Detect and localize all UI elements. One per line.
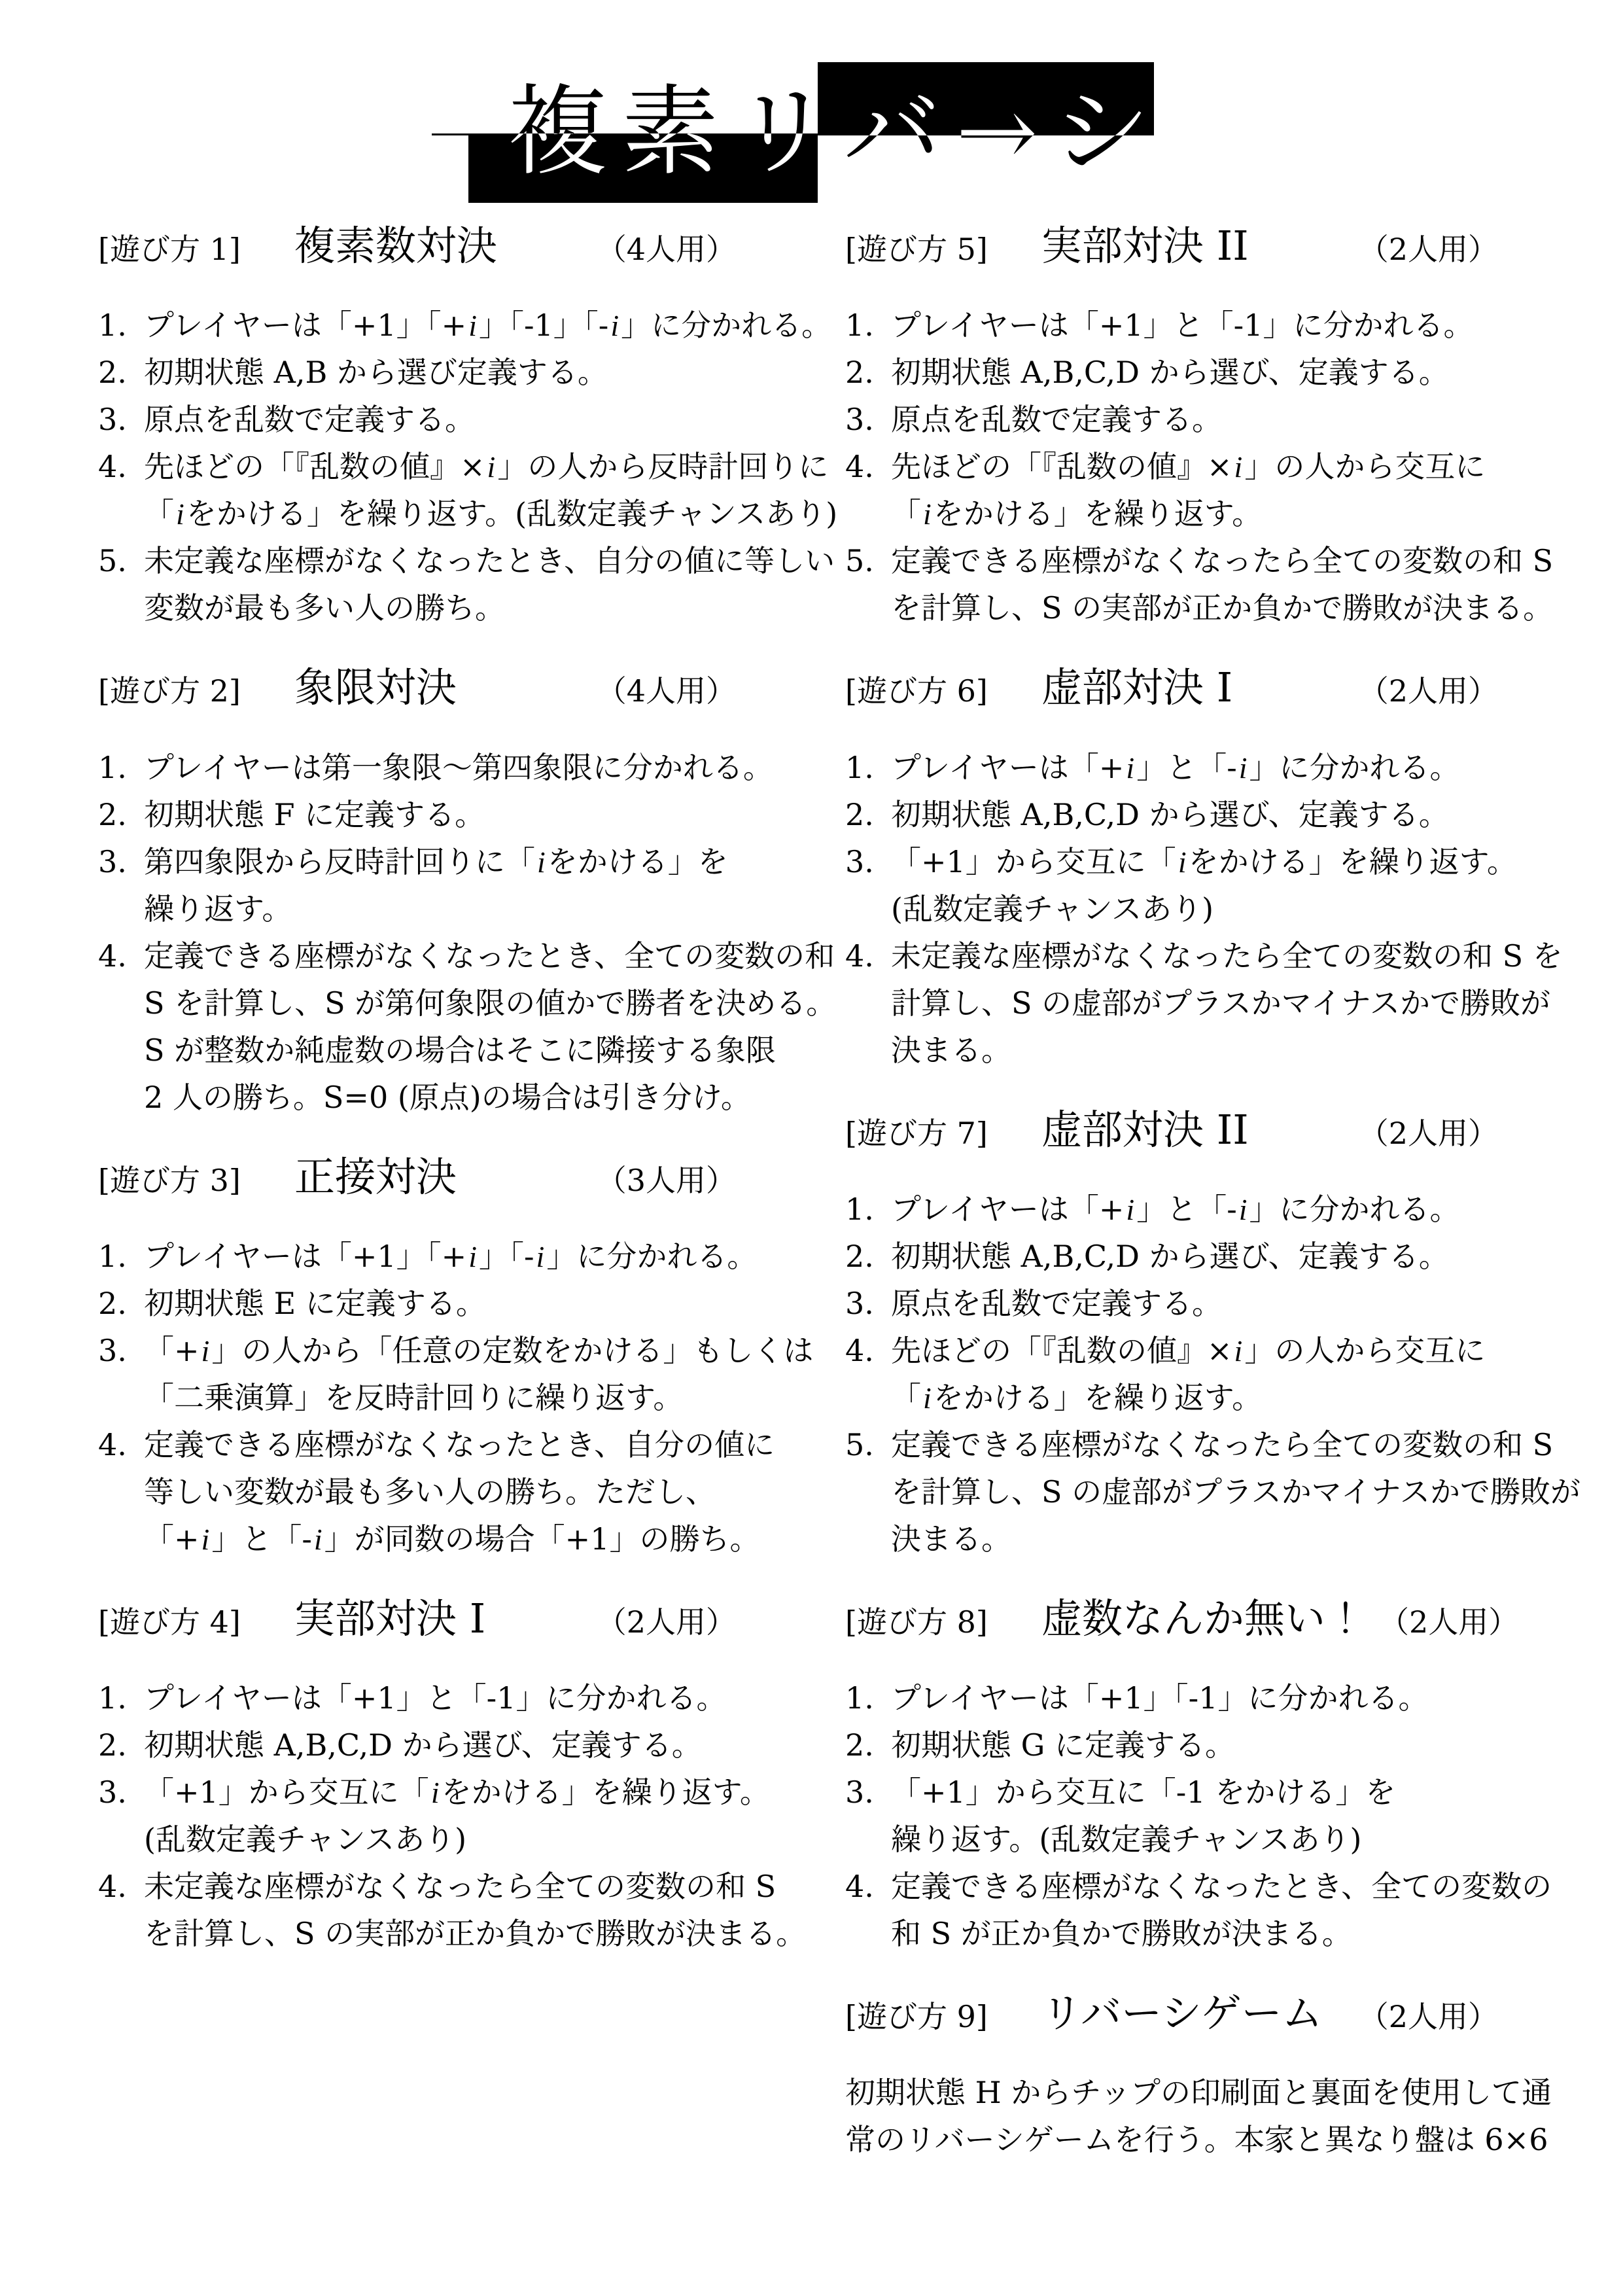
italic-imaginary-unit: i xyxy=(923,497,932,531)
rule-line: 定義できる座標がなくなったとき、全ての変数の和 xyxy=(144,938,835,974)
section-title: 実部対決 II xyxy=(1041,222,1249,270)
italic-imaginary-unit: i xyxy=(610,309,620,343)
section-title: 複素数対決 xyxy=(294,222,498,270)
rule-item xyxy=(98,349,794,396)
item-number: 3. xyxy=(98,843,127,879)
rule-item xyxy=(845,1769,1541,1863)
item-number: 3. xyxy=(98,402,127,438)
item-number: 3. xyxy=(845,843,874,879)
italic-imaginary-unit: i xyxy=(201,1522,210,1556)
item-number: 3. xyxy=(845,1775,874,1810)
rules-list xyxy=(98,302,838,631)
rule-line: 第四象限から反時計回りに「iをかける」を xyxy=(144,843,728,879)
rule-line: 「+i」と「-i」が同数の場合「+1」の勝ち。 xyxy=(144,1521,760,1557)
rule-item xyxy=(98,396,794,443)
item-lines xyxy=(891,1327,1541,1421)
section-players: （4人用） xyxy=(596,232,736,267)
section-players: （2人用） xyxy=(1358,673,1498,709)
italic-imaginary-unit: i xyxy=(923,1381,932,1415)
rule-line: 定義できる座標がなくなったら全ての変数の和 S xyxy=(891,543,1554,579)
section-rule-3 xyxy=(98,1152,814,1563)
item-lines xyxy=(891,1674,1541,1722)
section-players: （4人用） xyxy=(596,673,736,709)
item-number: 2. xyxy=(98,1285,127,1321)
item-number: 3. xyxy=(845,402,874,438)
section-tag: [遊び方 3] xyxy=(98,1162,241,1198)
section-players: （2人用） xyxy=(1358,232,1498,267)
section-rule-8 xyxy=(845,1594,1552,1957)
rule-line: 未定義な座標がなくなったら全ての変数の和 S を xyxy=(891,938,1563,974)
rule-item xyxy=(845,302,1541,349)
italic-imaginary-unit: i xyxy=(468,309,477,343)
item-lines xyxy=(144,537,835,631)
rule-line: 初期状態 A,B,C,D から選び、定義する。 xyxy=(891,796,1449,832)
rule-item xyxy=(98,302,832,349)
item-number: 3. xyxy=(98,1775,127,1810)
section-title: 虚数なんか無い！ xyxy=(1041,1594,1367,1642)
section-header xyxy=(98,664,794,711)
item-lines xyxy=(144,1674,794,1722)
item-lines xyxy=(891,443,1541,537)
item-lines xyxy=(144,1327,814,1421)
item-lines xyxy=(891,537,1554,631)
rule-item xyxy=(845,791,1541,838)
item-number: 5. xyxy=(845,543,874,579)
section-header xyxy=(845,1990,1541,2036)
item-number: 4. xyxy=(98,449,127,485)
italic-imaginary-unit: i xyxy=(1234,1333,1243,1368)
rule-item xyxy=(98,1233,794,1280)
rule-line: 定義できる座標がなくなったら全ての変数の和 S xyxy=(891,1426,1554,1462)
section-title: 実部対決 I xyxy=(294,1594,486,1642)
paragraph-line: 初期状態 H からチップの印刷面と裏面を使用して通 xyxy=(845,2075,1552,2111)
rule-line: 「+1」から交互に「iをかける」を繰り返す。 xyxy=(891,843,1517,879)
rule-line: プレイヤーは「+1」と「-1」に分かれる。 xyxy=(891,308,1474,344)
rule-line: プレイヤーは「+i」と「-i」に分かれる。 xyxy=(891,1191,1460,1227)
rule-item xyxy=(845,1280,1541,1327)
item-number: 4. xyxy=(845,1869,874,1905)
item-number: 2. xyxy=(845,1238,874,1274)
item-lines xyxy=(891,1863,1552,1957)
item-number: 4. xyxy=(98,1869,127,1905)
rule-line: を計算し、S の実部が正か負かで勝敗が決まる。 xyxy=(144,1916,807,1952)
rule-line: 先ほどの「『乱数の値』×i」の人から反時計回りに xyxy=(144,449,829,485)
rule-line: 「iをかける」を繰り返す。(乱数定義チャンスあり) xyxy=(144,496,838,532)
rule-item xyxy=(98,1769,794,1863)
item-lines xyxy=(144,349,794,396)
section-players: （2人用） xyxy=(1358,1999,1498,2035)
rule-item xyxy=(845,1863,1552,1957)
italic-imaginary-unit: i xyxy=(468,1239,477,1273)
rule-item xyxy=(845,838,1541,932)
rule-line: 「iをかける」を繰り返す。 xyxy=(891,496,1263,532)
page-title: 複素リバ→シ xyxy=(508,75,1165,189)
rule-line: 初期状態 G に定義する。 xyxy=(891,1727,1235,1763)
rule-item xyxy=(845,443,1541,537)
section-tag: [遊び方 2] xyxy=(98,673,241,709)
item-lines xyxy=(144,396,794,443)
italic-imaginary-unit: i xyxy=(430,1776,440,1810)
rule-line: 等しい変数が最も多い人の勝ち。ただし、 xyxy=(144,1474,716,1510)
rule-item xyxy=(845,932,1563,1074)
rule-item xyxy=(98,1421,794,1563)
italic-imaginary-unit: i xyxy=(1126,751,1135,785)
section-rule-5 xyxy=(845,222,1554,631)
rules-list xyxy=(98,1233,814,1563)
rule-line: 未定義な座標がなくなったとき、自分の値に等しい xyxy=(144,543,835,579)
rule-line: 繰り返す。(乱数定義チャンスあり) xyxy=(891,1822,1362,1858)
item-number: 2. xyxy=(98,796,127,832)
item-number: 2. xyxy=(98,355,127,391)
rules-list xyxy=(845,744,1563,1074)
rule-item xyxy=(845,1327,1541,1421)
item-number: 1. xyxy=(845,308,874,344)
section-title: リバーシゲーム xyxy=(1041,1989,1323,2038)
item-lines xyxy=(891,1722,1541,1769)
item-number: 4. xyxy=(845,1332,874,1368)
section-header xyxy=(98,222,794,269)
item-number: 2. xyxy=(845,1727,874,1763)
rule-line: 初期状態 A,B,C,D から選び、定義する。 xyxy=(891,1238,1449,1274)
rule-line: 初期状態 A,B から選び定義する。 xyxy=(144,355,608,391)
item-number: 5. xyxy=(845,1426,874,1462)
rule-line: プレイヤーは第一象限〜第四象限に分かれる。 xyxy=(144,749,773,785)
italic-imaginary-unit: i xyxy=(1234,450,1243,484)
section-tag: [遊び方 5] xyxy=(845,232,988,267)
item-lines xyxy=(891,1186,1541,1233)
rule-item xyxy=(98,791,794,838)
item-lines xyxy=(891,396,1541,443)
rules-list xyxy=(845,1674,1552,1957)
rule-line: 変数が最も多い人の勝ち。 xyxy=(144,590,505,626)
section-header xyxy=(98,1154,794,1200)
column-right xyxy=(845,219,1580,2163)
italic-imaginary-unit: i xyxy=(1238,1192,1248,1226)
rule-item xyxy=(98,1674,794,1722)
item-lines xyxy=(891,302,1541,349)
paragraph-line: 常のリバーシゲームを行う。本家と異なり盤は 6×6 xyxy=(845,2122,1548,2158)
item-lines xyxy=(891,349,1541,396)
rule-line: 「iをかける」を繰り返す。 xyxy=(891,1379,1263,1415)
item-number: 4. xyxy=(98,938,127,974)
rule-item xyxy=(845,349,1541,396)
italic-imaginary-unit: i xyxy=(313,1522,323,1556)
rules-list xyxy=(98,744,837,1121)
rule-line: 2 人の勝ち。S=0 (原点)の場合は引き分け。 xyxy=(144,1079,751,1115)
rule-line: 計算し、S の虚部がプラスかマイナスかで勝敗が xyxy=(891,985,1550,1021)
item-number: 1. xyxy=(845,1191,874,1227)
rule-line: 「+1」から交互に「-1 をかける」を xyxy=(891,1775,1396,1810)
rule-line: 原点を乱数で定義する。 xyxy=(891,402,1222,438)
italic-imaginary-unit: i xyxy=(536,1239,545,1273)
rule-line: S が整数か純虚数の場合はそこに隣接する象限 xyxy=(144,1032,777,1068)
section-title: 正接対決 xyxy=(294,1152,457,1201)
section-rule-2 xyxy=(98,663,837,1120)
section-header xyxy=(845,222,1541,269)
section-tag: [遊び方 9] xyxy=(845,1999,988,2035)
italic-imaginary-unit: i xyxy=(1238,751,1248,785)
rule-line: 未定義な座標がなくなったら全ての変数の和 S xyxy=(144,1869,777,1905)
rule-line: を計算し、S の実部が正か負かで勝敗が決まる。 xyxy=(891,590,1554,626)
rule-line: 「二乗演算」を反時計回りに繰り返す。 xyxy=(144,1379,684,1415)
rule-item xyxy=(845,396,1541,443)
section-tag: [遊び方 6] xyxy=(845,673,988,709)
rule-item xyxy=(98,1863,807,1957)
italic-imaginary-unit: i xyxy=(537,845,546,879)
item-lines xyxy=(891,791,1541,838)
rule-line: 和 S が正か負かで勝敗が決まる。 xyxy=(891,1916,1352,1952)
item-lines xyxy=(144,1280,794,1327)
item-number: 1. xyxy=(98,749,127,785)
item-number: 2. xyxy=(845,355,874,391)
section-title: 虚部対決 II xyxy=(1041,1105,1249,1154)
rules-list xyxy=(98,1674,807,1957)
rules-list xyxy=(845,1186,1580,1563)
section-tag: [遊び方 7] xyxy=(845,1115,988,1151)
rule-line: プレイヤーは「+1」「-1」に分かれる。 xyxy=(891,1680,1429,1716)
rule-item xyxy=(98,1280,794,1327)
rule-item xyxy=(845,1674,1541,1722)
item-lines xyxy=(144,838,794,932)
item-lines xyxy=(144,302,832,349)
item-lines xyxy=(144,443,838,537)
item-lines xyxy=(144,744,794,791)
rule-line: 決まる。 xyxy=(891,1032,1011,1068)
rule-line: 「+i」の人から「任意の定数をかける」もしくは xyxy=(144,1332,814,1368)
rule-line: 初期状態 A,B,C,D から選び、定義する。 xyxy=(144,1727,702,1763)
section-header xyxy=(845,1595,1541,1642)
section-rule-9 xyxy=(845,1989,1552,2163)
section-title: 虚部対決 I xyxy=(1041,663,1233,712)
item-number: 2. xyxy=(98,1727,127,1763)
item-number: 2. xyxy=(845,796,874,832)
rule-line: 繰り返す。 xyxy=(144,891,292,927)
rule-line: プレイヤーは「+1」と「-1」に分かれる。 xyxy=(144,1680,727,1716)
item-number: 1. xyxy=(845,749,874,785)
item-number: 5. xyxy=(98,543,127,579)
item-lines xyxy=(891,932,1563,1074)
italic-imaginary-unit: i xyxy=(1178,845,1187,879)
item-lines xyxy=(891,744,1541,791)
rule-line: を計算し、S の虚部がプラスかマイナスかで勝敗が xyxy=(891,1474,1580,1510)
italic-imaginary-unit: i xyxy=(1126,1192,1135,1226)
rule-item xyxy=(98,838,794,932)
rule-line: プレイヤーは「+i」と「-i」に分かれる。 xyxy=(891,749,1460,785)
section-rule-1 xyxy=(98,222,838,631)
title-banner xyxy=(0,0,1623,222)
item-lines xyxy=(144,1722,794,1769)
column-left xyxy=(98,219,838,1957)
section-players: （2人用） xyxy=(1379,1604,1519,1640)
item-lines xyxy=(891,1769,1541,1863)
section-header xyxy=(845,1106,1541,1153)
rule-item xyxy=(98,1327,814,1421)
section-rule-4 xyxy=(98,1594,807,1957)
rule-item xyxy=(845,1421,1580,1563)
rule-line: 原点を乱数で定義する。 xyxy=(891,1285,1222,1321)
rule-line: 原点を乱数で定義する。 xyxy=(144,402,475,438)
item-lines xyxy=(144,1769,794,1863)
rule-line: S を計算し、S が第何象限の値かで勝者を決める。 xyxy=(144,985,837,1021)
item-number: 4. xyxy=(845,449,874,485)
italic-imaginary-unit: i xyxy=(487,450,496,484)
item-lines xyxy=(891,1233,1541,1280)
item-number: 3. xyxy=(845,1285,874,1321)
rule-item xyxy=(845,537,1554,631)
rule-line: (乱数定義チャンスあり) xyxy=(891,891,1214,927)
item-number: 4. xyxy=(98,1426,127,1462)
rule-item xyxy=(845,1233,1541,1280)
section-header xyxy=(845,664,1541,711)
rule-item xyxy=(98,537,835,631)
section-rule-7 xyxy=(845,1105,1580,1563)
rules-list xyxy=(845,302,1554,631)
rule-line: 先ほどの「『乱数の値』×i」の人から交互に xyxy=(891,1332,1486,1368)
rule-line: プレイヤーは「+1」「+i」「-1」「-i」に分かれる。 xyxy=(144,308,832,344)
section-rule-6 xyxy=(845,663,1563,1073)
item-number: 4. xyxy=(845,938,874,974)
section-players: （2人用） xyxy=(596,1604,736,1640)
rule-item xyxy=(98,744,794,791)
rule-line: 初期状態 A,B,C,D から選び、定義する。 xyxy=(891,355,1449,391)
italic-imaginary-unit: i xyxy=(201,1333,210,1368)
item-lines xyxy=(891,838,1541,932)
rule-item xyxy=(845,1186,1541,1233)
rule-line: 先ほどの「『乱数の値』×i」の人から交互に xyxy=(891,449,1486,485)
item-lines xyxy=(144,932,837,1121)
section-tag: [遊び方 4] xyxy=(98,1604,241,1640)
section-header xyxy=(98,1595,794,1642)
section-players: （3人用） xyxy=(596,1162,736,1198)
rule-paragraph xyxy=(845,2069,1552,2163)
item-lines xyxy=(144,1233,794,1280)
rule-item xyxy=(845,744,1541,791)
item-lines xyxy=(891,1280,1541,1327)
rule-line: 定義できる座標がなくなったとき、自分の値に xyxy=(144,1426,775,1462)
rule-item xyxy=(98,932,837,1121)
item-number: 1. xyxy=(98,1238,127,1274)
rule-line: プレイヤーは「+1」「+i」「-i」に分かれる。 xyxy=(144,1238,758,1274)
rule-line: 定義できる座標がなくなったとき、全ての変数の xyxy=(891,1869,1552,1905)
rule-line: (乱数定義チャンスあり) xyxy=(144,1822,467,1858)
rule-item xyxy=(845,1722,1541,1769)
section-tag: [遊び方 1] xyxy=(98,232,241,267)
section-players: （2人用） xyxy=(1358,1115,1498,1151)
item-lines xyxy=(144,1421,794,1563)
rule-item xyxy=(98,443,838,537)
section-title: 象限対決 xyxy=(294,663,457,712)
item-number: 1. xyxy=(845,1680,874,1716)
italic-imaginary-unit: i xyxy=(176,497,184,531)
item-number: 1. xyxy=(98,1680,127,1716)
item-lines xyxy=(891,1421,1580,1563)
rule-line: 決まる。 xyxy=(891,1521,1011,1557)
rule-item xyxy=(98,1722,794,1769)
item-number: 3. xyxy=(98,1332,127,1368)
rule-line: 初期状態 E に定義する。 xyxy=(144,1285,486,1321)
section-tag: [遊び方 8] xyxy=(845,1604,988,1640)
item-lines xyxy=(144,1863,807,1957)
rule-line: 初期状態 F に定義する。 xyxy=(144,796,485,832)
rule-line: 「+1」から交互に「iをかける」を繰り返す。 xyxy=(144,1775,770,1810)
item-number: 1. xyxy=(98,308,127,344)
item-lines xyxy=(144,791,794,838)
